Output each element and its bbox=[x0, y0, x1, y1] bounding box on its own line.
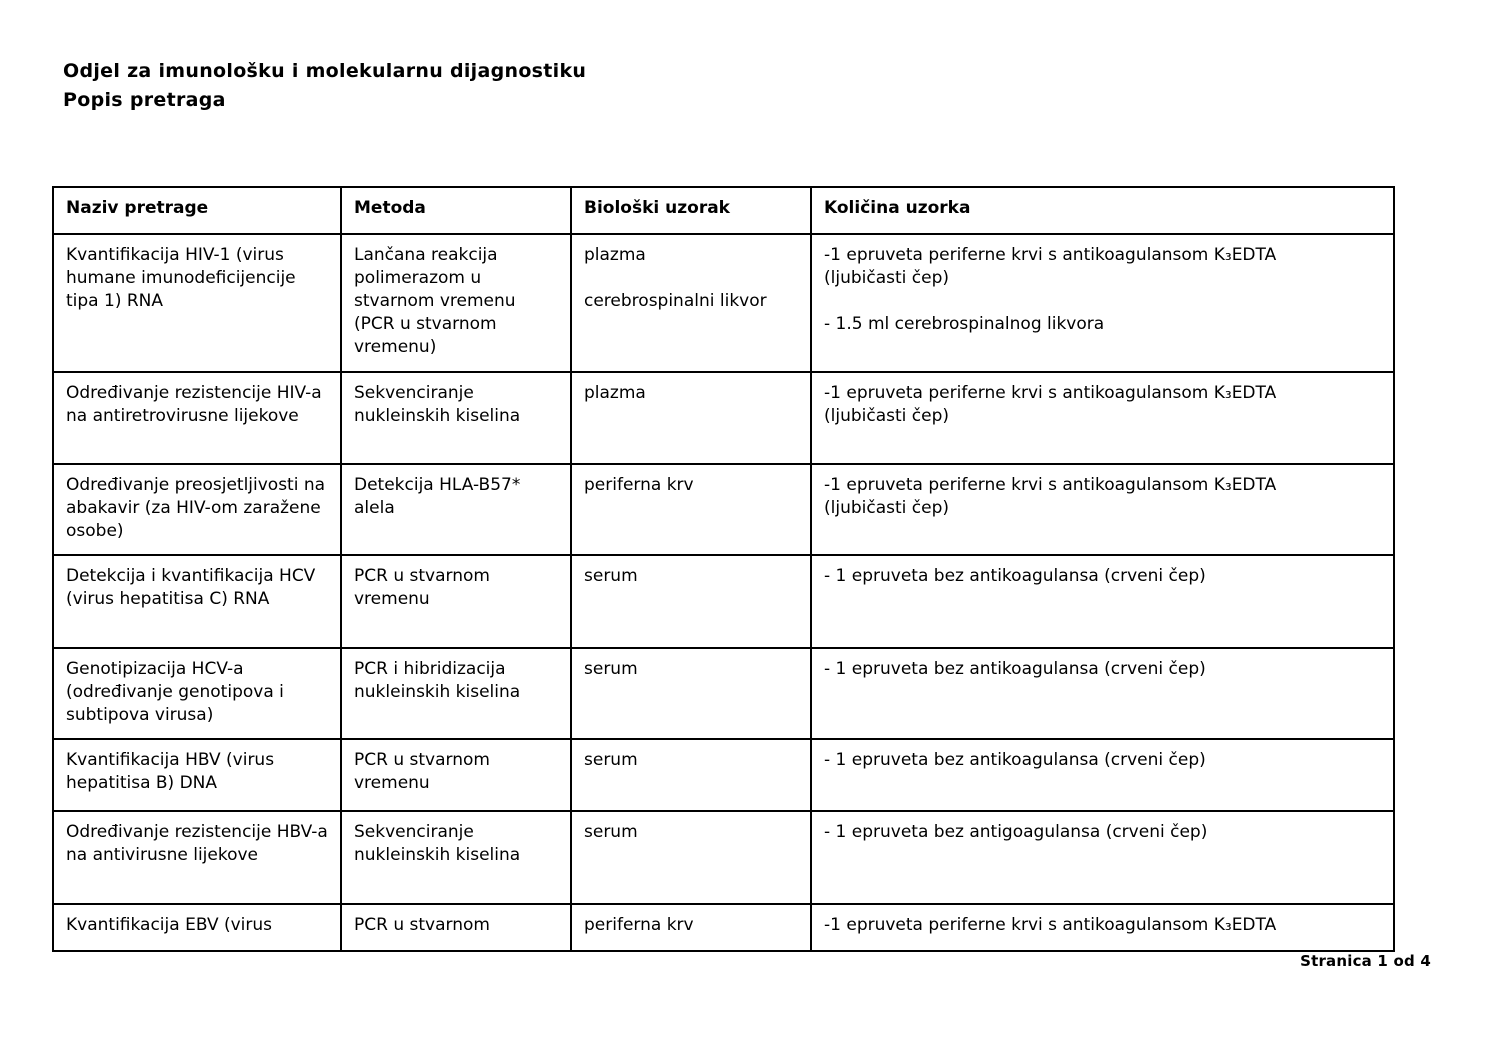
table-row bbox=[53, 648, 1394, 739]
cell-kolicina: -1 epruveta periferne krvi s antikoagulansom K₃EDTA (ljubičasti čep) bbox=[811, 464, 1394, 555]
page-number: Stranica 1 od 4 bbox=[1300, 952, 1431, 970]
cell-metoda: PCR u stvarnom vremenu bbox=[341, 739, 571, 811]
document-title-line2: Popis pretraga bbox=[63, 89, 226, 111]
table-header-row bbox=[53, 187, 1394, 234]
cell-metoda: Lančana reakcija polimerazom u stvarnom vremenu (PCR u stvarnom vremenu) bbox=[341, 234, 571, 372]
table-row bbox=[53, 811, 1394, 904]
cell-uzorak: serum bbox=[571, 648, 811, 739]
table-row bbox=[53, 904, 1394, 951]
table-row bbox=[53, 739, 1394, 811]
cell-uzorak: periferna krv bbox=[571, 904, 811, 951]
cell-kolicina: -1 epruveta periferne krvi s antikoagulansom K₃EDTA (ljubičasti čep) bbox=[811, 372, 1394, 464]
tests-table bbox=[52, 186, 1395, 952]
table-row bbox=[53, 372, 1394, 464]
cell-metoda: PCR i hibridizacija nukleinskih kiselina bbox=[341, 648, 571, 739]
cell-naziv: Određivanje rezistencije HBV-a na antivirusne lijekove bbox=[53, 811, 341, 904]
cell-naziv: Detekcija i kvantifikacija HCV (virus hepatitisa C) RNA bbox=[53, 555, 341, 648]
document-title bbox=[63, 57, 586, 115]
cell-kolicina: -1 epruveta periferne krvi s antikoagulansom K₃EDTA (ljubičasti čep) - 1.5 ml cerebrospinalnog likvora bbox=[811, 234, 1394, 372]
cell-naziv: Određivanje preosjetljivosti na abakavir (za HIV-om zaražene osobe) bbox=[53, 464, 341, 555]
cell-naziv: Kvantifikacija EBV (virus bbox=[53, 904, 341, 951]
cell-metoda: Detekcija HLA-B57* alela bbox=[341, 464, 571, 555]
table-row bbox=[53, 234, 1394, 372]
cell-metoda: PCR u stvarnom vremenu bbox=[341, 555, 571, 648]
table-row bbox=[53, 555, 1394, 648]
cell-uzorak: periferna krv bbox=[571, 464, 811, 555]
header-naziv-pretrage: Naziv pretrage bbox=[53, 187, 341, 234]
cell-uzorak: serum bbox=[571, 555, 811, 648]
cell-metoda: Sekvenciranje nukleinskih kiselina bbox=[341, 372, 571, 464]
cell-kolicina: - 1 epruveta bez antigoagulansa (crveni čep) bbox=[811, 811, 1394, 904]
cell-metoda: Sekvenciranje nukleinskih kiselina bbox=[341, 811, 571, 904]
cell-naziv: Kvantifikacija HIV-1 (virus humane imunodeficijencije tipa 1) RNA bbox=[53, 234, 341, 372]
document-title-line1: Odjel za imunološku i molekularnu dijagnostiku bbox=[63, 60, 587, 82]
cell-naziv: Genotipizacija HCV-a (određivanje genotipova i subtipova virusa) bbox=[53, 648, 341, 739]
cell-kolicina: - 1 epruveta bez antikoagulansa (crveni čep) bbox=[811, 555, 1394, 648]
cell-naziv: Određivanje rezistencije HIV-a na antiretrovirusne lijekove bbox=[53, 372, 341, 464]
header-bioloski-uzorak: Biološki uzorak bbox=[571, 187, 811, 234]
cell-uzorak: serum bbox=[571, 739, 811, 811]
header-metoda: Metoda bbox=[341, 187, 571, 234]
cell-kolicina: - 1 epruveta bez antikoagulansa (crveni čep) bbox=[811, 739, 1394, 811]
cell-metoda: PCR u stvarnom bbox=[341, 904, 571, 951]
cell-uzorak: serum bbox=[571, 811, 811, 904]
cell-kolicina: -1 epruveta periferne krvi s antikoagulansom K₃EDTA bbox=[811, 904, 1394, 951]
header-kolicina-uzorka: Količina uzorka bbox=[811, 187, 1394, 234]
cell-uzorak: plazma cerebrospinalni likvor bbox=[571, 234, 811, 372]
cell-kolicina: - 1 epruveta bez antikoagulansa (crveni čep) bbox=[811, 648, 1394, 739]
cell-naziv: Kvantifikacija HBV (virus hepatitisa B) DNA bbox=[53, 739, 341, 811]
table-row bbox=[53, 464, 1394, 555]
cell-uzorak: plazma bbox=[571, 372, 811, 464]
